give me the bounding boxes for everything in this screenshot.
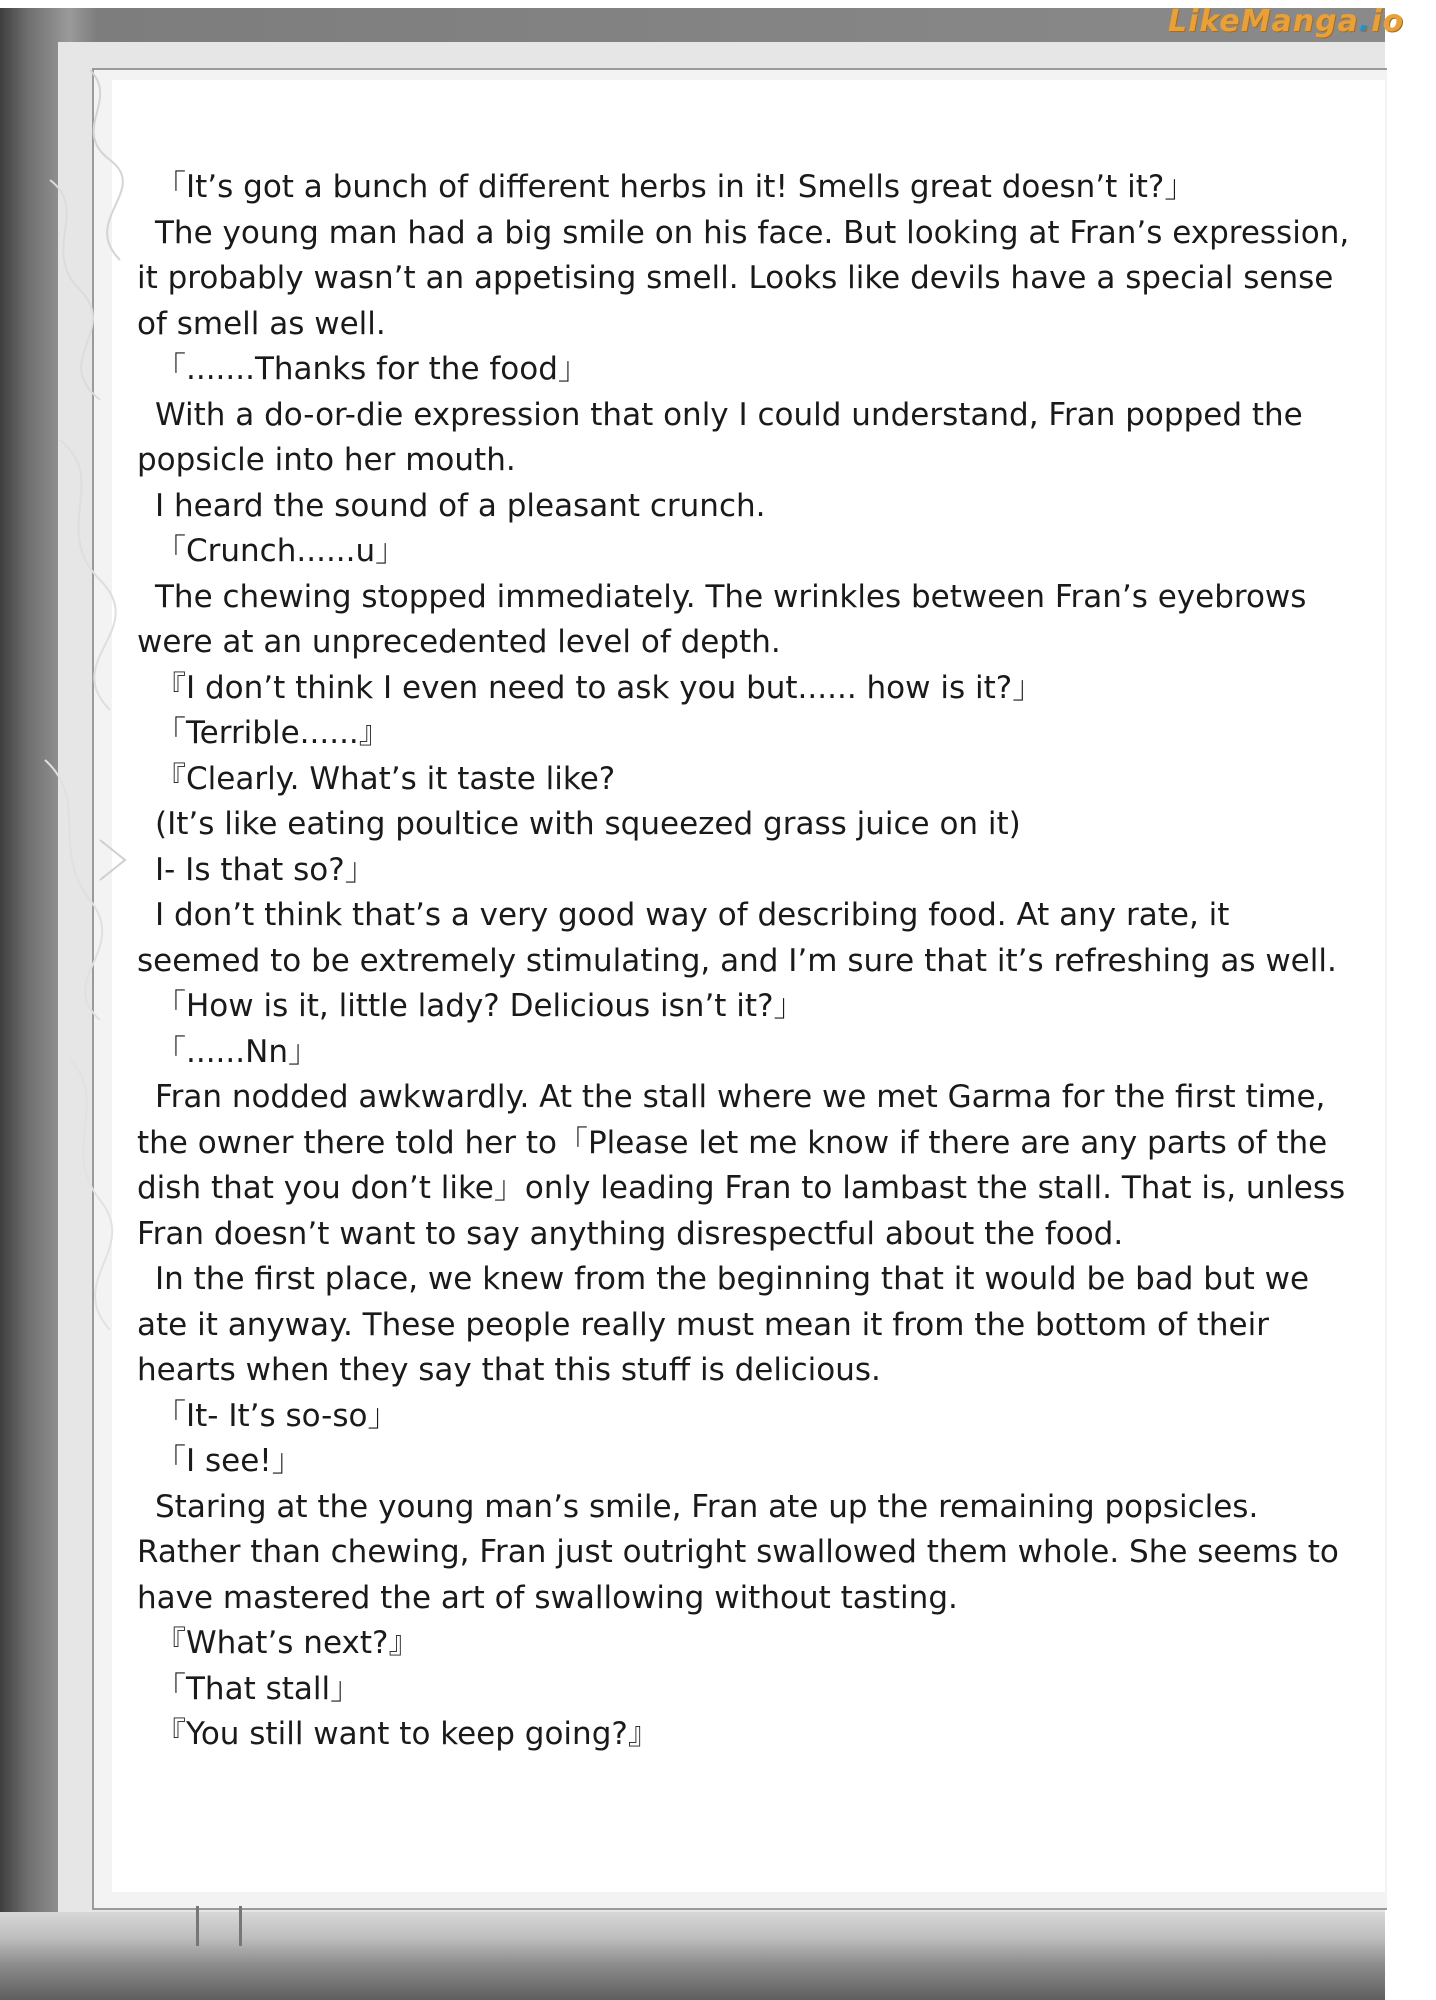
paragraph: 「How is it, little lady? Delicious isn’t it?」	[155, 988, 805, 1024]
paragraph: 「That stall」	[155, 1670, 362, 1707]
paragraph: 『You still want to keep going?』	[155, 1716, 659, 1752]
paragraph: Fran nodded awkwardly. At the stall where we met Garma for the first time, the owner there told her to「Please let me know if there are any parts of the dish that you don’t like」only leading Fran to lambast the stall. That is, unless Fran doesn’t want to say anything disrespectful about the food.	[137, 1079, 1346, 1252]
paragraph: 「Crunch......u」	[155, 533, 407, 569]
paragraph: 『What’s next?』	[155, 1625, 420, 1661]
paragraph: I- Is that so?」	[155, 851, 376, 888]
bottom-ornament	[196, 1906, 242, 1946]
paragraph: I don’t think that’s a very good way of describing food. At any rate, it seemed to be extremely stimulating, and I’m sure that it’s refreshing as well.	[137, 897, 1337, 979]
paragraph: Staring at the young man’s smile, Fran ate up the remaining popsicles. Rather than chewing, Fran just outright swallowed them whole. She seems to have mastered the art of swallowing without tasting.	[137, 1488, 1339, 1616]
paragraph: 「It’s got a bunch of different herbs in it! Smells great doesn’t it?」	[155, 169, 1196, 205]
site-watermark: LikeManga.io	[1168, 4, 1405, 39]
paragraph: 『Clearly. What’s it taste like?	[155, 760, 616, 797]
paragraph: 「Terrible......』	[155, 715, 390, 751]
paragraph: (It’s like eating poultice with squeezed grass juice on it)	[155, 806, 1021, 842]
paragraph: 「.......Thanks for the food」	[155, 351, 589, 387]
paragraph: 「I see!」	[155, 1443, 303, 1479]
paragraph: 「......Nn」	[155, 1033, 319, 1070]
paragraph: 『I don’t think I even need to ask you but...... how is it?」	[155, 669, 1044, 706]
paragraph: The young man had a big smile on his face. But looking at Fran’s expression, it probably wasn’t an appetising smell. Looks like devils have a special sense of smell as well.	[137, 214, 1350, 342]
paragraph: I heard the sound of a pleasant crunch.	[155, 487, 766, 524]
paragraph: With a do-or-die expression that only I could understand, Fran popped the popsicle into her mouth.	[137, 396, 1303, 478]
paragraph: In the first place, we knew from the beginning that it would be bad but we ate it anyway. These people really must mean it from the bottom of their hearts when they say that this stuff is delicious.	[137, 1261, 1310, 1388]
paragraph: The chewing stopped immediately. The wrinkles between Fran’s eyebrows were at an unprecedented level of depth.	[137, 578, 1307, 660]
paragraph: 「It- It’s so-so」	[155, 1397, 399, 1434]
novel-text	[137, 165, 1362, 1758]
